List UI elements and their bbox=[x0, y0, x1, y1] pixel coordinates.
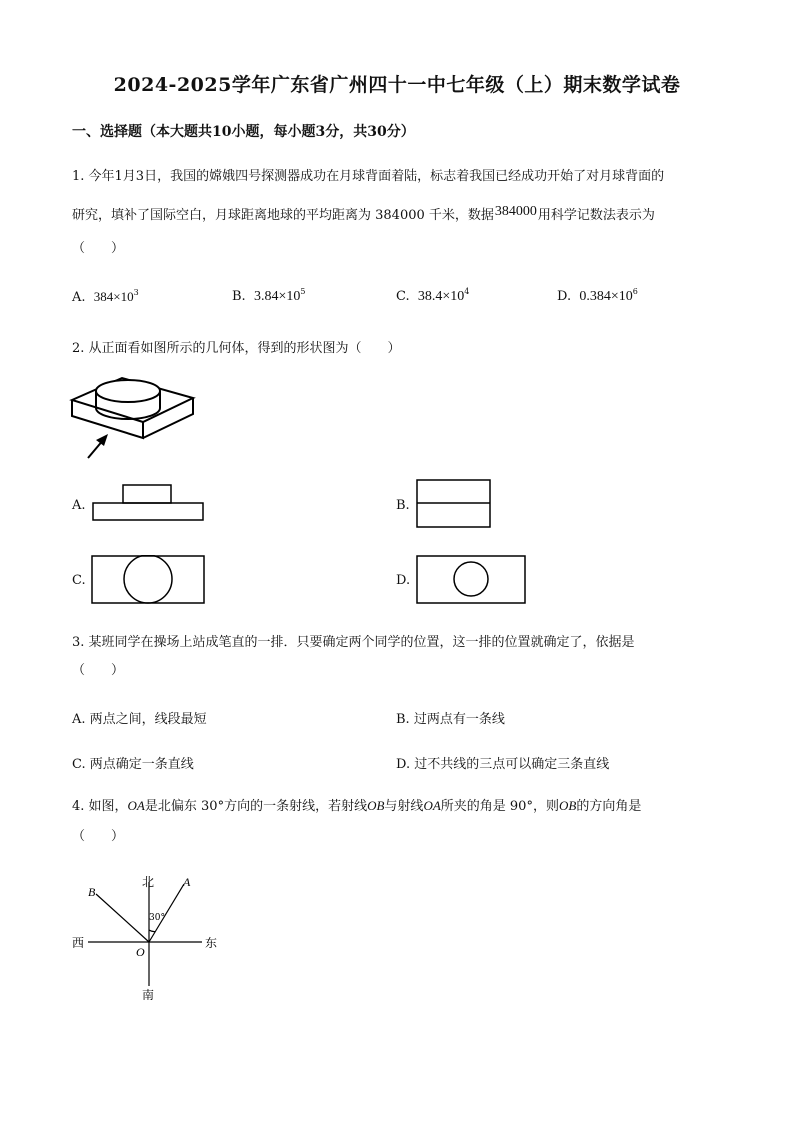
q2-text: 2. 从正面看如图所示的几何体，得到的形状图为（ ） bbox=[72, 341, 401, 356]
option-exponent: 4 bbox=[464, 287, 470, 296]
q4-text: 4. 如图， bbox=[72, 799, 128, 814]
q2-option-b-figure bbox=[416, 479, 492, 529]
q4-var: OB bbox=[367, 798, 385, 813]
option-label: B. bbox=[396, 712, 410, 727]
option-label: A. bbox=[72, 712, 86, 727]
point-a-label: A bbox=[183, 875, 191, 889]
option-text: 两点确定一条直线 bbox=[89, 757, 194, 772]
q3-option-d bbox=[396, 753, 609, 772]
option-label: D. bbox=[396, 757, 411, 772]
option-text: 过两点有一条线 bbox=[413, 712, 505, 727]
option-label: A. bbox=[72, 290, 86, 305]
option-label: D. bbox=[557, 289, 572, 304]
q4-text: 所夹的角是 90°，则 bbox=[440, 799, 559, 814]
option-text: 过不共线的三点可以确定三条直线 bbox=[414, 757, 610, 772]
q2-option-d-label: D. bbox=[396, 573, 411, 588]
q1-line2-text: 研究，填补了国际空白，月球距离地球的平均距离为 384000 千米，数据 bbox=[72, 208, 494, 223]
point-b-label: B bbox=[88, 885, 96, 899]
compass-south-label: 南 bbox=[142, 988, 155, 1002]
option-value: 384×10 bbox=[93, 289, 134, 304]
option-value: 3.84×10 bbox=[253, 289, 301, 304]
q2-option-b-label: B. bbox=[396, 498, 410, 513]
page-title: 2024-2025学年广东省广州四十一中七年级（上）期末数学试卷 bbox=[113, 74, 681, 96]
compass-figure bbox=[70, 868, 230, 1008]
q2-option-c-figure bbox=[91, 555, 206, 605]
q2-option-d-figure bbox=[416, 555, 528, 605]
compass-west-label: 西 bbox=[72, 936, 85, 950]
option-value: 0.384×10 bbox=[579, 289, 633, 304]
q1-line2 bbox=[72, 204, 655, 225]
compass-east-label: 东 bbox=[205, 936, 218, 950]
q4-var: OB bbox=[558, 798, 577, 813]
q4-text: 与射线 bbox=[384, 799, 424, 814]
option-label: C. bbox=[396, 289, 410, 304]
option-exponent: 3 bbox=[133, 288, 139, 297]
q3-option-a bbox=[72, 708, 207, 727]
q1-option-a bbox=[72, 289, 139, 305]
q1-option-c bbox=[396, 289, 469, 305]
q1-number: 384000 bbox=[494, 204, 537, 219]
q4-blank: （ ） bbox=[72, 829, 125, 844]
q4-line1 bbox=[72, 797, 641, 816]
compass-north-label: 北 bbox=[142, 875, 155, 889]
q4-var: OA bbox=[127, 798, 145, 813]
q3-option-b bbox=[396, 708, 505, 727]
section-heading: 一、选择题（本大题共10小题，每小题3分，共30分） bbox=[72, 124, 415, 140]
q1-blank: （ ） bbox=[72, 241, 125, 256]
option-label: B. bbox=[232, 289, 246, 304]
q4-text: 的方向角是 bbox=[576, 799, 642, 814]
q1-option-b bbox=[232, 289, 305, 305]
q1-line1: 1. 今年1月3日，我国的嫦娥四号探测器成功在月球背面着陆，标志着我国已经成功开始了对月球背面的 bbox=[72, 169, 665, 184]
q2-option-a-figure bbox=[92, 484, 204, 522]
q3-option-c bbox=[72, 753, 194, 772]
option-text: 两点之间，线段最短 bbox=[89, 712, 207, 727]
q4-var: OA bbox=[423, 798, 441, 813]
q1-line2-tail: 用科学记数法表示为 bbox=[537, 208, 655, 223]
q4-text: 是北偏东 30°方向的一条射线，若射线 bbox=[144, 799, 368, 814]
q1-option-d bbox=[557, 289, 638, 305]
solid-figure bbox=[66, 360, 206, 466]
option-label: C. bbox=[72, 757, 86, 772]
option-exponent: 5 bbox=[300, 287, 306, 296]
option-value: 38.4×10 bbox=[417, 289, 465, 304]
option-exponent: 6 bbox=[632, 287, 638, 296]
q2-option-c-label: C. bbox=[72, 573, 86, 588]
q2-option-a-label: A. bbox=[72, 498, 86, 513]
point-o-label: O bbox=[136, 945, 145, 959]
q3-line1: 3. 某班同学在操场上站成笔直的一排．只要确定两个同学的位置，这一排的位置就确定了，依据是 bbox=[72, 635, 635, 650]
q3-blank: （ ） bbox=[72, 663, 125, 678]
angle-label: 30° bbox=[149, 913, 165, 923]
